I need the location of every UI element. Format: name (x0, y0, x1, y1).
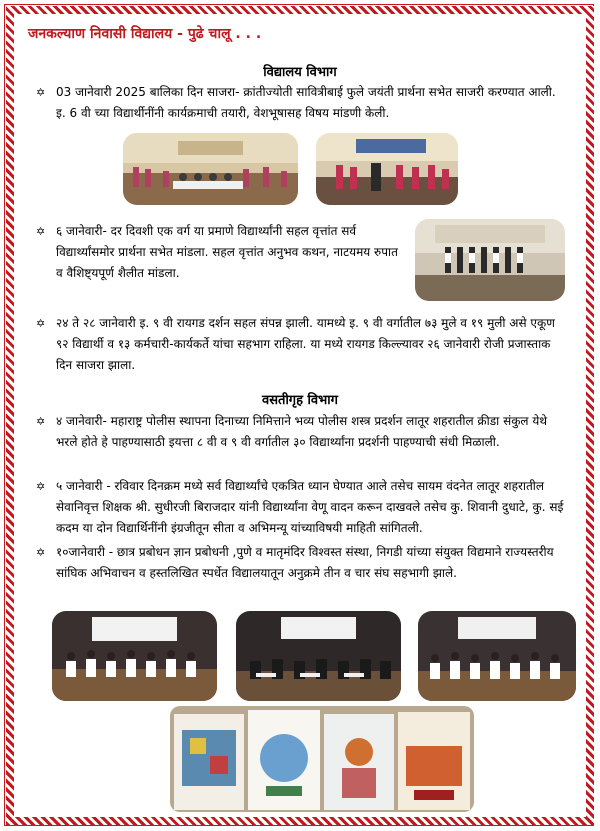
bullet-star-icon: ✡ (36, 225, 46, 238)
page-title: जनकल्याण निवासी विद्यालय - पुढे चालू . . . (28, 26, 262, 42)
hostel-item-3 (36, 542, 568, 584)
school-item-3 (36, 313, 568, 376)
bullet-star-icon: ✡ (36, 546, 46, 559)
school-item-2-text: ६ जानेवारी- दर दिवशी एक वर्ग या प्रमाणे विद्यार्थ्यांनी सहल वृत्तांत सर्व विद्यार्थ्यांसमोर प्रार्थना सभेत मांडला. सहल वृत्तांत अनुभव कथन, नाटयमय रुपात व वैशिष्ट्यपूर्ण शैलीत मांडला. (56, 224, 398, 280)
photo-abhivachan-3 (418, 611, 576, 701)
school-item-1 (36, 82, 568, 124)
bullet-star-icon: ✡ (36, 480, 46, 493)
hostel-section-title: वसतीगृह विभाग (262, 393, 338, 408)
hostel-item-1 (36, 411, 568, 453)
bullet-star-icon: ✡ (36, 415, 46, 428)
hostel-item-2-text: ५ जानेवारी - रविवार दिनक्रम मध्ये सर्व विद्यार्थ्यांचे एकत्रित ध्यान घेण्यात आले तसेच सायम वंदनेत लातूर शहरातील सेवानिवृत्त शिक्षक श्री. सुधीरजी बिराजदार यांनी विद्यार्थ्यांना वेणू वादन करून दाखवले तसेच कु. शिवानी दुधाटे, कु. सई कदम या दोन विद्यार्थिनींनी इंग्रजीतून सीता व अभिमन्यू यांच्याविषयी माहिती सांगितली. (56, 479, 564, 535)
school-section-title: विद्यालय विभाग (263, 65, 337, 80)
hostel-item-3-text: १०जानेवारी - छात्र प्रबोधन ज्ञान प्रबोधनी ,पुणे व मातृमंदिर विश्वस्त संस्था, निगडी यांच्या संयुक्त विद्यमाने राज्यस्तरीय सांघिक अभिवाचन व हस्तलिखित स्पर्धेत विद्यालयातून अनुक्रमे तीन व चार संघ सहभागी झाले. (56, 545, 554, 580)
hostel-item-1-text: ४ जानेवारी- महाराष्ट्र पोलीस स्थापना दिनाच्या निमित्ताने भव्य पोलीस शस्त्र प्रदर्शन लातूर शहरातील क्रीडा संकुल येथे भरले होते हे पाहण्यासाठी इयत्ता ८ वी व ९ वी वर्गातील ३० विद्यार्थ्यांना प्रदर्शनी पाहण्याची संधी मिळाली. (56, 414, 548, 449)
school-item-1-text: 03 जानेवारी 2025 बालिका दिन साजरा- क्रांतीज्योती सावित्रीबाई फुले जयंती प्रार्थना सभेत साजरी करण्यात आली. इ. 6 वी च्या विद्यार्थीनींनी कार्यक्रमाची तयारी, वेशभूषासह विषय मांडणी केली. (56, 85, 556, 120)
school-item-3-text: २४ ते २८ जानेवारी इ. ९ वी रायगड दर्शन सहल संपन्न झाली. यामध्ये इ. ९ वी वर्गातील ७३ मुले व १९ मुली असे एकूण ९२ विद्यार्थी व १३ कर्मचारी-कार्यकर्ते यांचा सहभाग राहिला. या मध्ये रायगड किल्ल्यावर २६ जानेवारी रोजी प्रजास्ताक दिन साजरा झाला. (56, 316, 555, 372)
photo-balika-din-1 (123, 133, 298, 205)
photo-abhivachan-2 (236, 611, 401, 701)
bullet-star-icon: ✡ (36, 86, 46, 99)
page-content (16, 16, 584, 816)
photo-hastalikhit-magazines (170, 706, 474, 812)
bullet-star-icon: ✡ (36, 317, 46, 330)
photo-sahal-vruttant (415, 219, 565, 301)
photo-balika-din-2 (316, 133, 458, 205)
hostel-item-2 (36, 476, 568, 539)
photo-abhivachan-1 (52, 611, 217, 701)
school-item-2 (36, 221, 401, 284)
